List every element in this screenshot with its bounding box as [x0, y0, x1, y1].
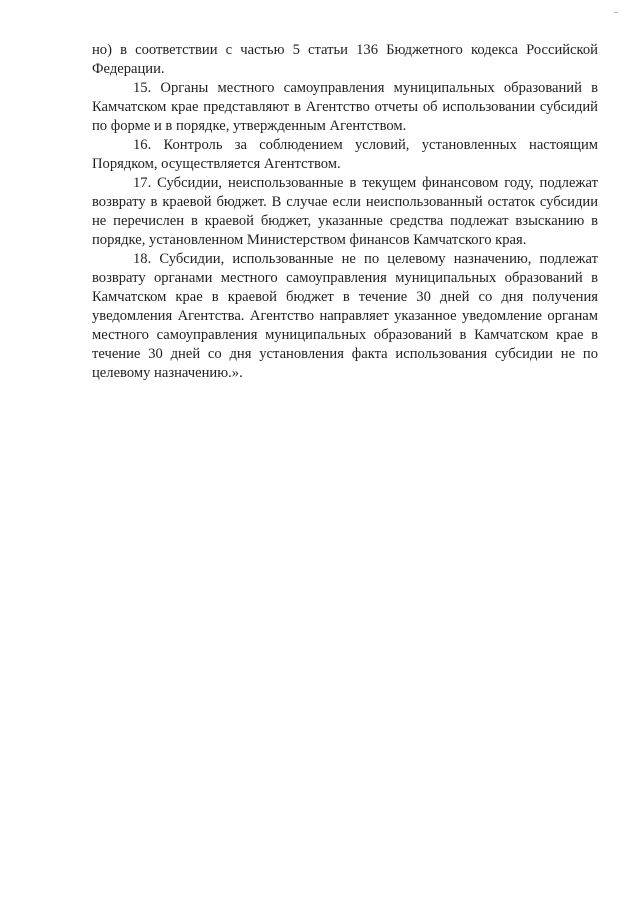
document-body — [92, 41, 598, 383]
paragraph-15-reports: 15. Органы местного самоуправления муниципальных образований в Камчатском крае представляют в Агентство отчеты об использовании субсидий по форме и в порядке, утвержденным Агентством. — [92, 80, 598, 134]
paragraph-16-control: 16. Контроль за соблюдением условий, установленных настоящим Порядком, осуществляется Агентством. — [92, 137, 598, 172]
paragraph-18-misused-subsidies: 18. Субсидии, использованные не по целевому назначению, подлежат возврату органами местного самоуправления муниципальных образований в Камчатском крае в краевой бюджет в течение 30 дней со дня получения уведомления Агентства. Агентство направляет указанное уведомление органам местного самоуправления муниципальных образований в Камчатском крае в течение 30 дней со дня установления факта использования субсидии не по целевому назначению.». — [92, 251, 598, 381]
paragraph-continuation: но) в соответствии с частью 5 статьи 136 Бюджетного кодекса Российской Федерации. — [92, 42, 598, 77]
paragraph-17-unused-subsidies: 17. Субсидии, неиспользованные в текущем финансовом году, подлежат возврату в краевой бюджет. В случае если неиспользованный остаток субсидии не перечислен в краевой бюджет, указанные средства подлежат взысканию в порядке, установленном Министерством финансов Камчатского края. — [92, 175, 598, 248]
scan-mark — [614, 12, 618, 13]
